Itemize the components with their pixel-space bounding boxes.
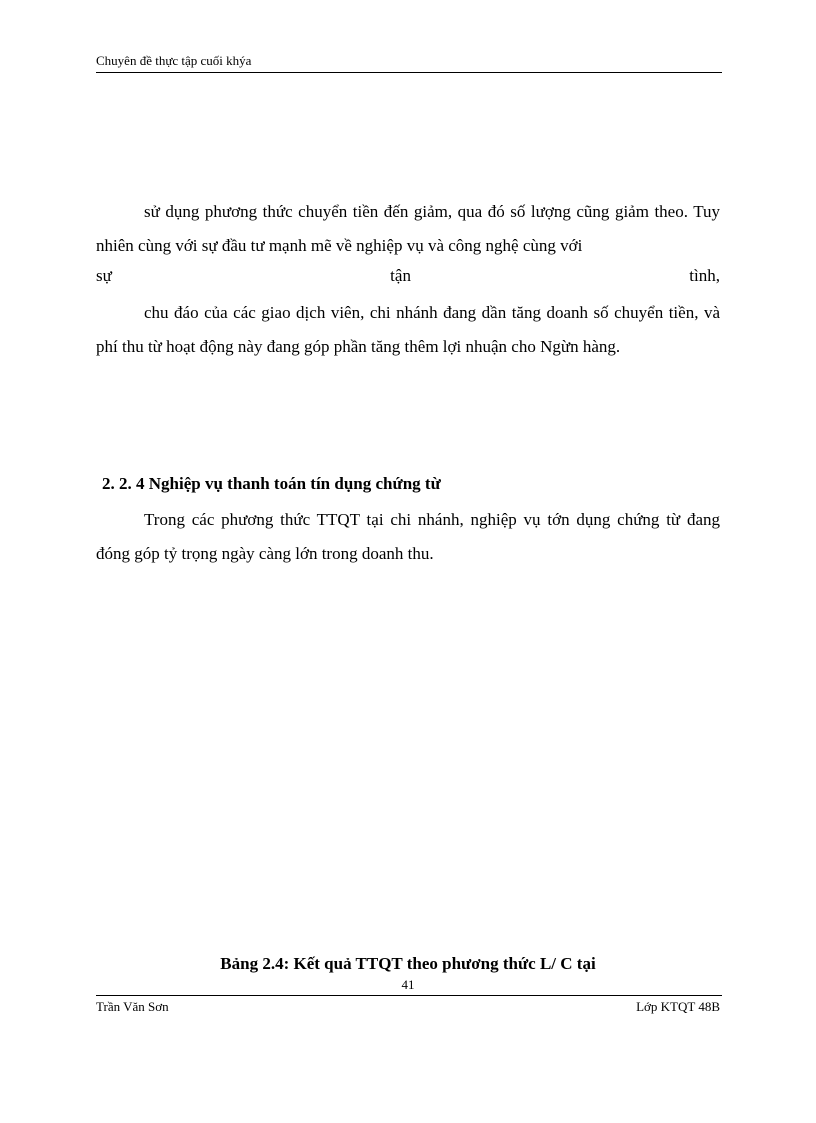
spread-word-3: tình,	[689, 266, 720, 285]
section-heading: 2. 2. 4 Nghiệp vụ thanh toán tín dụng chứng từ	[102, 474, 441, 493]
paragraph-money-transfer-continued: chu đáo của các giao dịch viên, chi nhánh đang dần tăng doanh số chuyển tiền, và phí thu từ hoạt động này đang góp phần tăng thêm lợi nhuận cho Ngừn hàng.	[96, 303, 720, 356]
page-footer	[96, 995, 722, 1016]
spread-word-2: tận	[390, 266, 411, 285]
footer-author: Trần Văn Sơn	[96, 999, 169, 1014]
table-caption: Bảng 2.4: Kết quả TTQT theo phương thức L/ C tại	[220, 954, 596, 973]
page-number: 41	[401, 977, 415, 992]
spread-word-1: sự	[96, 266, 112, 285]
paragraph-money-transfer-intro: sử dụng phương thức chuyển tiền đến giảm, qua đó số lượng cũng giảm theo. Tuy nhiên cùng với sự đầu tư mạnh mẽ về nghiệp vụ và công nghệ cùng với	[96, 202, 720, 255]
footer-class: Lớp KTQT 48B	[636, 999, 720, 1014]
paragraph-documentary-credit: Trong các phương thức TTQT tại chi nhánh, nghiệp vụ tớn dụng chứng từ đang đóng góp tỷ trọng ngày càng lớn trong doanh thu.	[96, 510, 720, 563]
justified-line	[96, 266, 720, 286]
page-header	[96, 52, 722, 73]
header-title: Chuyên đề thực tập cuối khýa	[96, 53, 252, 68]
